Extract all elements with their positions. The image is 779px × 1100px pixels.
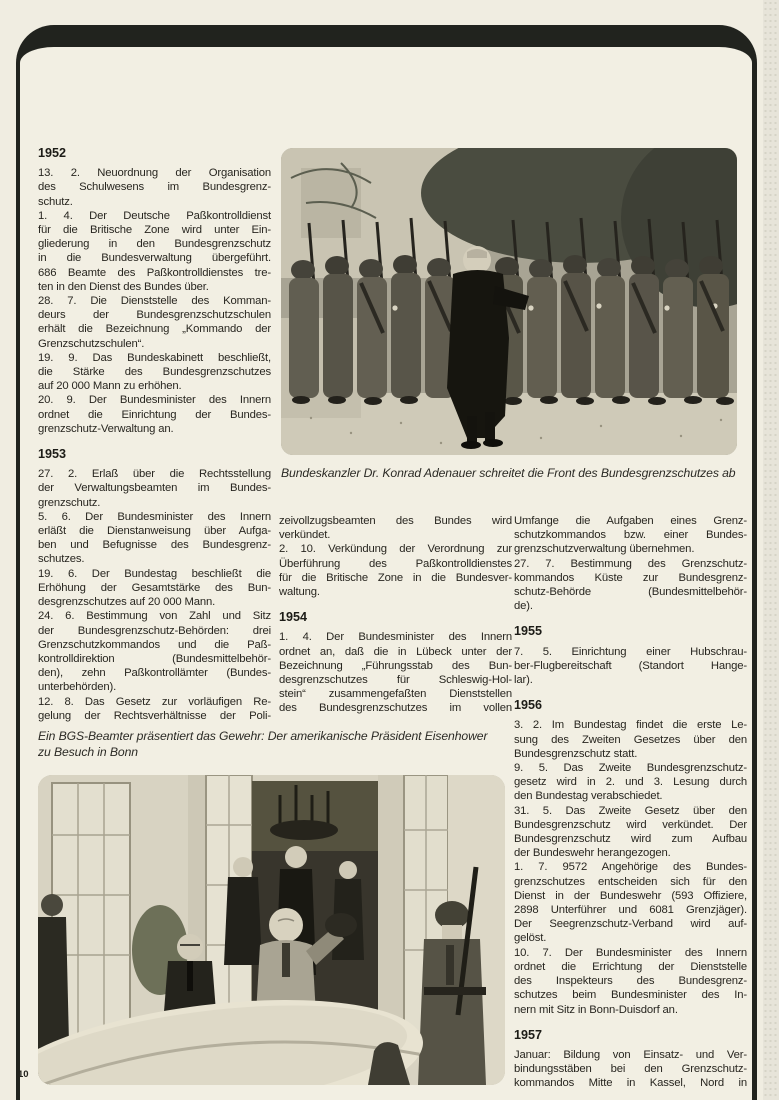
- text-line: 20. 9. Der Bundesminister des Innern: [38, 394, 271, 407]
- text-line: Erhöhung der Gesamtstärke des Bun-: [38, 581, 271, 594]
- text-line: desgrenzschutzes auf 20 000 Mann.: [38, 596, 216, 609]
- eisenhower-photo-illustration: [38, 775, 505, 1085]
- text-line: schutzkommandos bzw. einer Bundes-: [514, 529, 747, 542]
- chronicle-paragraph: [514, 645, 747, 688]
- chronicle-paragraph: [38, 467, 271, 723]
- text-line: 27. 7. Bestimmung des Grenzschutz-: [514, 557, 747, 570]
- text-line: zeivollzugsbeamten des Bundes wird: [279, 515, 512, 527]
- text-line: verkündet.: [279, 529, 331, 542]
- text-line: Bundesgrenzschutz wird verkündet. Der: [514, 818, 747, 831]
- text-line: 10. 7. Der Bundesminister des Innern: [514, 946, 747, 959]
- text-line: für die Britische Zone in die Bundesver-: [279, 571, 512, 584]
- year-heading: 1956: [514, 698, 543, 713]
- photo-eisenhower-visit: [38, 775, 505, 1085]
- text-line: den), zehn Paßkontrollämter (Bundes-: [38, 667, 271, 680]
- text-line: 19. 6. Der Bundestag beschließt die: [38, 567, 271, 580]
- text-line: 19. 9. Das Bundeskabinett beschließt,: [38, 351, 271, 364]
- text-line: 9. 5. Das Zweite Bundesgrenzschutz-: [514, 762, 747, 775]
- chronicle-paragraph: [38, 166, 271, 436]
- text-line: grenzschutz.: [38, 496, 101, 509]
- text-line: ordnet an, daß die in Lübeck unter der: [279, 645, 512, 658]
- scan-paper-edge: [763, 0, 779, 1100]
- text-line: des Bundesgrenzschutzes im vollen: [279, 702, 512, 715]
- chronicle-paragraph: [514, 514, 747, 613]
- text-line: erhält die Bezeichnung „Kommando der: [38, 323, 271, 336]
- text-line: 686 Beamte des Paßkontrolldienstes tre-: [38, 266, 271, 279]
- text-line: in die Bundesverwaltung übergeführt.: [38, 252, 271, 265]
- chronicle-paragraph: [279, 630, 512, 715]
- text-line: schutz-Behörde (Bundesmittelbehör-: [514, 586, 747, 599]
- photo-adenauer-troop-review: [281, 148, 737, 455]
- caption-adenauer: Bundeskanzler Dr. Konrad Adenauer schreitet die Front des Bundesgrenzschutzes ab: [281, 466, 736, 480]
- text-line: 3. 2. Im Bundestag findet die erste Le-: [514, 719, 747, 732]
- text-line: des Inspekteurs des Bundesgrenz-: [514, 975, 747, 988]
- column-right: [514, 514, 747, 1091]
- text-line: den Bundestag verabschiedet.: [514, 790, 663, 803]
- column-middle: [279, 514, 512, 716]
- year-heading: 1953: [38, 447, 67, 462]
- caption-eisenhower: Ein BGS-Beamter präsentiert das Gewehr: Der amerikanische Präsident Eisenhower zu Besuch in Bonn: [38, 729, 488, 759]
- text-line: 2. 10. Verkündung der Verordnung zur: [279, 543, 512, 556]
- text-line: 31. 5. Das Zweite Gesetz über den: [514, 804, 747, 817]
- text-line: ber-Flugbereitschaft (Standort Hange-: [514, 659, 747, 672]
- text-line: kommandos Küste zur Bundesgrenz-: [514, 571, 747, 584]
- text-line: nern mit Sitz in Bonn-Duisdorf an.: [514, 1003, 678, 1016]
- text-line: 1. 4. Der Bundesminister des Innern: [279, 631, 512, 644]
- text-line: grenzschutzverwaltung übernehmen.: [514, 543, 695, 556]
- year-heading: 1957: [514, 1027, 543, 1042]
- text-line: 12. 8. Das Gesetz zur vorläufigen Re-: [38, 695, 271, 708]
- text-line: deurs der Bundesgrenzschutzschulen: [38, 309, 271, 322]
- year-heading: 1955: [514, 624, 543, 639]
- text-line: der Bundesgrenzschutz-Behörden: drei: [38, 624, 271, 637]
- text-line: unterbehörden).: [38, 681, 117, 694]
- text-line: 2898 Unterführer und 6081 Grenzjäger).: [514, 904, 747, 917]
- text-line: gesetz wird in 2. und 3. Lesung durch: [514, 776, 747, 789]
- text-line: bindungsstäben bei den Grenzschutz-: [514, 1063, 747, 1076]
- text-line: 28. 7. Die Dienststelle des Komman-: [38, 295, 271, 308]
- text-line: der Verwaltungsbeamten im Bundes-: [38, 482, 271, 495]
- text-line: Bezeichnung „Führungsstab des Bun-: [279, 659, 512, 672]
- text-line: schutz.: [38, 195, 73, 208]
- chronicle-paragraph: [514, 1048, 747, 1091]
- chronicle-paragraph: [514, 718, 747, 1016]
- text-line: Grenzschutzschulen“.: [38, 337, 145, 350]
- text-line: Januar: Bildung von Einsatz- und Ver-: [514, 1048, 747, 1061]
- text-line: der Bundeswehr herangezogen.: [514, 847, 671, 860]
- text-line: ordnet die Errichtung der Dienststelle: [514, 960, 747, 973]
- text-line: Grenzschutzkommandos und die Paß-: [38, 638, 271, 651]
- text-line: sung des Zweiten Gesetzes über den: [514, 733, 747, 746]
- text-line: stein“ zusammengefaßten Dienststellen: [279, 688, 512, 701]
- text-line: lar).: [514, 674, 533, 687]
- text-line: die Stärke des Bundesgrenzschutzes: [38, 366, 271, 379]
- text-line: kommandos Mitte in Kassel, Nord in: [514, 1077, 747, 1090]
- text-line: für die Britische Zone wird unter Ein-: [38, 224, 271, 237]
- adenauer-photo-illustration: [281, 148, 737, 455]
- page-number: 10: [18, 1069, 29, 1080]
- text-line: 1. 7. 9572 Angehörige des Bundes-: [514, 861, 747, 874]
- text-line: gliederung in den Bundesgrenzschutz: [38, 238, 271, 251]
- text-line: Umfange die Aufgaben eines Grenz-: [514, 515, 747, 527]
- text-line: waltung.: [279, 586, 320, 599]
- text-line: schutzes beim Bundesminister des In-: [514, 989, 747, 1002]
- text-line: ten in den Dienst des Bundes über.: [38, 280, 209, 293]
- text-line: Überführung des Paßkontrolldienstes: [279, 557, 512, 570]
- text-line: auf 20 000 Mann zu erhöhen.: [38, 380, 182, 393]
- text-line: Bundesgrenzschutz wird zum Aufbau: [514, 833, 747, 846]
- text-line: grenzschutz-Verwaltung an.: [38, 422, 174, 435]
- text-line: gelöst.: [514, 932, 547, 945]
- text-line: Der Seegrenzschutz-Verband wird auf-: [514, 918, 747, 931]
- year-heading: 1952: [38, 146, 67, 160]
- text-line: gelung der Rechtsverhältnisse der Poli-: [38, 709, 271, 722]
- chronicle-paragraph: [279, 514, 512, 599]
- text-line: 24. 6. Bestimmung von Zahl und Sitz: [38, 610, 271, 623]
- column-left: [38, 146, 271, 723]
- text-line: grenzschutzes entscheiden sich für den: [514, 875, 747, 888]
- text-line: 7. 5. Einrichtung einer Hubschrau-: [514, 645, 747, 658]
- text-line: 1. 4. Der Deutsche Paßkontrolldienst: [38, 209, 271, 222]
- text-line: kontrolldirektion (Bundesmittelbehör-: [38, 652, 271, 665]
- text-line: ben und Befugnisse des Bundesgrenz-: [38, 539, 271, 552]
- text-line: 5. 6. Der Bundesminister des Innern: [38, 510, 271, 523]
- text-line: erläßt die Dienstanweisung über Aufga-: [38, 525, 271, 538]
- text-line: schutzes.: [38, 553, 85, 566]
- text-line: de).: [514, 600, 533, 613]
- year-heading: 1954: [279, 610, 308, 625]
- text-line: ordnet die Einrichtung der Bundes-: [38, 408, 271, 421]
- text-line: 13. 2. Neuordnung der Organisation: [38, 167, 271, 180]
- text-line: des Schulwesens im Bundesgrenz-: [38, 181, 271, 194]
- text-line: desgrenzschutzes für Schleswig-Hol-: [279, 674, 512, 687]
- text-line: 27. 2. Erlaß über die Rechtsstellung: [38, 468, 271, 481]
- text-line: Bundesgrenzschutz statt.: [514, 747, 638, 760]
- text-line: Dienst in der Bundeswehr (593 Offiziere,: [514, 889, 747, 902]
